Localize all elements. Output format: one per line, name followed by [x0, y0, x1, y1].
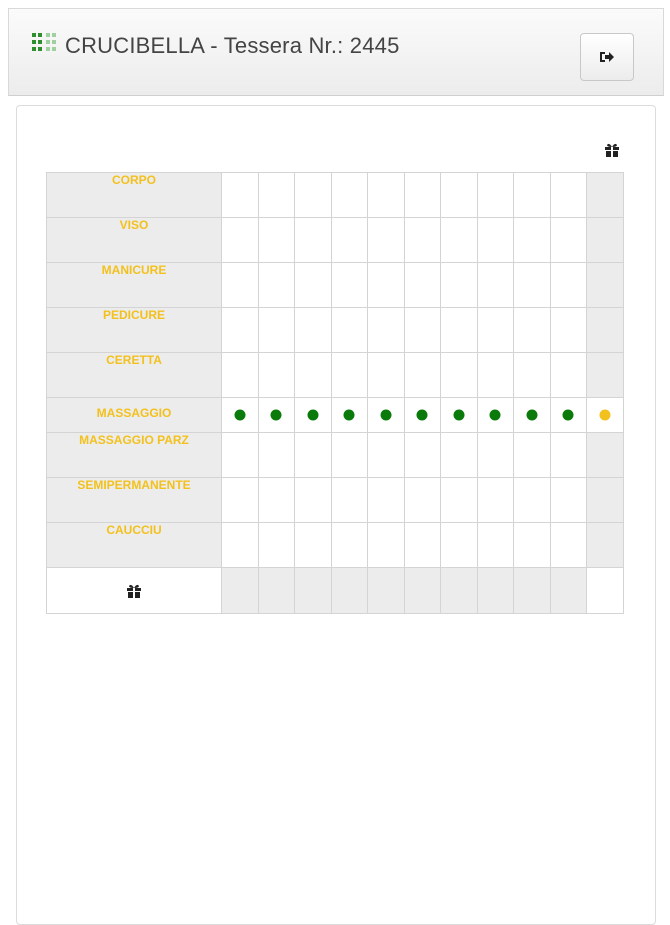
sign-out-icon — [599, 50, 615, 64]
stamp-slot — [368, 433, 405, 478]
gift-slot — [404, 568, 441, 614]
stamp-slot — [514, 263, 551, 308]
stamp-slot — [368, 218, 405, 263]
gift-slot — [222, 568, 259, 614]
stamp-dot — [344, 410, 355, 421]
stamp-slot — [441, 478, 478, 523]
stamp-slot — [222, 523, 259, 568]
stamp-slot — [295, 433, 332, 478]
stamp-slot — [295, 218, 332, 263]
stamp-slot — [258, 353, 295, 398]
stamp-slot — [331, 308, 368, 353]
stamp-slot — [295, 173, 332, 218]
service-label: PEDICURE — [47, 308, 222, 353]
stamp-slot — [222, 308, 259, 353]
stamp-slot — [331, 218, 368, 263]
page-title: CRUCIBELLA - Tessera Nr.: 2445 — [65, 33, 400, 58]
stamp-slot — [222, 433, 259, 478]
bonus-slot — [587, 308, 624, 353]
stamp-slot — [441, 308, 478, 353]
service-label: VISO — [47, 218, 222, 263]
service-label: CORPO — [47, 173, 222, 218]
gift-slot — [258, 568, 295, 614]
stamp-dot — [417, 410, 428, 421]
stamp-slot — [258, 308, 295, 353]
stamp-slot — [404, 263, 441, 308]
stamp-slot — [222, 478, 259, 523]
stamp-slot — [404, 218, 441, 263]
service-row — [47, 398, 624, 433]
stamp-slot — [514, 353, 551, 398]
service-label: MASSAGGIO PARZ — [47, 433, 222, 478]
stamp-dot — [526, 410, 537, 421]
stamp-slot — [477, 218, 514, 263]
service-label: CERETTA — [47, 353, 222, 398]
stamp-slot — [368, 263, 405, 308]
stamp-slot — [331, 523, 368, 568]
app-header — [8, 8, 664, 96]
stamp-slot — [368, 398, 405, 433]
stamp-slot — [368, 173, 405, 218]
stamp-dot — [380, 410, 391, 421]
stamp-slot — [441, 263, 478, 308]
bonus-slot — [587, 263, 624, 308]
bonus-slot — [587, 353, 624, 398]
stamp-dot — [307, 410, 318, 421]
gift-row — [47, 568, 624, 614]
stamp-slot — [295, 398, 332, 433]
stamp-slot — [477, 353, 514, 398]
stamp-slot — [514, 433, 551, 478]
stamp-slot — [331, 353, 368, 398]
gift-slot — [477, 568, 514, 614]
stamp-slot — [404, 478, 441, 523]
gift-slot — [550, 568, 587, 614]
gift-slot — [441, 568, 478, 614]
stamp-slot — [441, 433, 478, 478]
stamp-slot — [404, 523, 441, 568]
gift-slot — [368, 568, 405, 614]
stamp-slot — [441, 398, 478, 433]
stamp-dot — [234, 410, 245, 421]
bonus-slot — [587, 173, 624, 218]
service-row — [47, 478, 624, 523]
stamp-slot — [368, 308, 405, 353]
service-label: CAUCCIU — [47, 523, 222, 568]
stamp-slot — [441, 173, 478, 218]
service-row — [47, 218, 624, 263]
stamp-slot — [258, 523, 295, 568]
stamp-slot — [295, 353, 332, 398]
stamp-slot — [514, 523, 551, 568]
stamp-slot — [550, 308, 587, 353]
bonus-slot — [587, 218, 624, 263]
stamp-slot — [550, 433, 587, 478]
stamp-slot — [222, 173, 259, 218]
stamp-slot — [331, 173, 368, 218]
stamp-slot — [222, 353, 259, 398]
stamp-slot — [514, 308, 551, 353]
stamp-slot — [514, 173, 551, 218]
stamp-slot — [550, 353, 587, 398]
stamp-slot — [258, 398, 295, 433]
stamp-slot — [404, 353, 441, 398]
stamp-slot — [295, 308, 332, 353]
stamp-slot — [550, 218, 587, 263]
grid-dots-icon — [31, 31, 57, 53]
stamp-slot — [295, 523, 332, 568]
stamp-slot — [331, 478, 368, 523]
stamp-slot — [550, 263, 587, 308]
stamp-slot — [477, 263, 514, 308]
stamp-slot — [477, 398, 514, 433]
service-label: SEMIPERMANENTE — [47, 478, 222, 523]
stamp-slot — [514, 398, 551, 433]
stamp-slot — [477, 173, 514, 218]
service-row — [47, 523, 624, 568]
stamp-slot — [368, 353, 405, 398]
stamp-slot — [441, 353, 478, 398]
stamp-slot — [222, 398, 259, 433]
stamp-slot — [550, 398, 587, 433]
service-row — [47, 173, 624, 218]
stamp-slot — [404, 308, 441, 353]
service-row — [47, 263, 624, 308]
service-row — [47, 353, 624, 398]
stamp-slot — [404, 398, 441, 433]
stamp-dot — [271, 410, 282, 421]
stamp-dot — [453, 410, 464, 421]
stamp-slot — [368, 478, 405, 523]
stamp-slot — [331, 398, 368, 433]
stamp-slot — [441, 523, 478, 568]
gift-bonus-slot — [587, 568, 624, 614]
gift-slot — [295, 568, 332, 614]
stamp-slot — [550, 173, 587, 218]
loyalty-card-grid — [46, 172, 624, 614]
stamp-slot — [550, 478, 587, 523]
stamp-slot — [222, 263, 259, 308]
service-row — [47, 308, 624, 353]
stamp-slot — [295, 478, 332, 523]
service-row — [47, 433, 624, 478]
stamp-slot — [477, 478, 514, 523]
stamp-slot — [331, 263, 368, 308]
bonus-slot — [587, 523, 624, 568]
bonus-slot — [587, 433, 624, 478]
stamp-slot — [258, 433, 295, 478]
bonus-dot — [600, 410, 611, 421]
service-label: MANICURE — [47, 263, 222, 308]
stamp-slot — [404, 433, 441, 478]
gift-slot — [514, 568, 551, 614]
stamp-dot — [563, 410, 574, 421]
bonus-slot — [587, 398, 624, 433]
gift-icon[interactable] — [126, 583, 142, 599]
stamp-slot — [477, 308, 514, 353]
logout-button[interactable] — [580, 33, 634, 81]
service-label: MASSAGGIO — [47, 398, 222, 433]
stamp-slot — [295, 263, 332, 308]
stamp-slot — [331, 433, 368, 478]
stamp-slot — [514, 218, 551, 263]
stamp-slot — [258, 478, 295, 523]
stamp-slot — [258, 218, 295, 263]
stamp-slot — [441, 218, 478, 263]
stamp-slot — [477, 523, 514, 568]
stamp-slot — [258, 263, 295, 308]
stamp-slot — [258, 173, 295, 218]
gift-slot — [331, 568, 368, 614]
stamp-slot — [368, 523, 405, 568]
bonus-slot — [587, 478, 624, 523]
stamp-slot — [222, 218, 259, 263]
stamp-slot — [404, 173, 441, 218]
stamp-dot — [490, 410, 501, 421]
stamp-slot — [514, 478, 551, 523]
stamp-slot — [550, 523, 587, 568]
gift-icon[interactable] — [604, 142, 620, 158]
gift-cell[interactable] — [47, 568, 222, 614]
stamp-slot — [477, 433, 514, 478]
